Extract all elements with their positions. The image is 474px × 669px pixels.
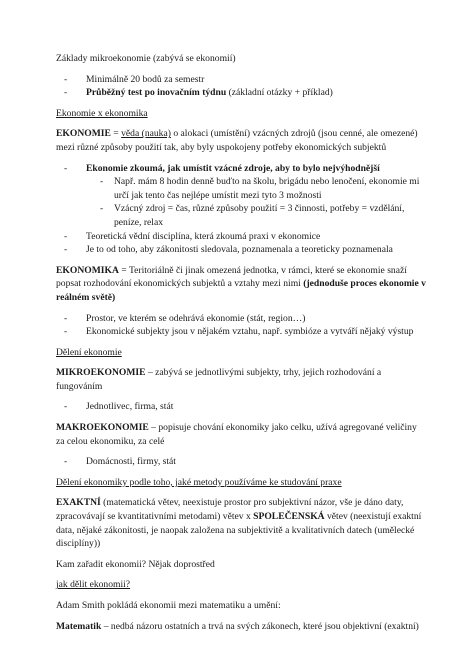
text: – popisuje chování ekonomiky jako celku, užívá agregované veličiny za celou ekonomiku, za celé bbox=[56, 422, 417, 447]
text: – nedbá názoru ostatních a trvá na svých zákonech, které jsou objektivní (exaktní) bbox=[101, 620, 419, 632]
list-item: - Prostor, ve kterém se odehrává ekonomie (stát, region…) bbox=[64, 312, 306, 324]
section-heading: jak dělit ekonomii? bbox=[56, 579, 131, 591]
term: Matematik bbox=[56, 620, 102, 632]
paragraph-question: Kam zařadit ekonomii? Nějak doprostřed bbox=[56, 558, 215, 570]
paragraph-exaktni bbox=[56, 496, 426, 550]
text: o alokaci (umístění) vzácných zdrojů (jsou cenné, ale omezené) mezi různé způsoby použití tak, aby byly uspokojeny potřeby ekonomických subjektů bbox=[56, 128, 418, 153]
list-item-bold: Ekonomie zkoumá, jak umístit vzácné zdroje, aby to bylo nejvýhodnější bbox=[86, 162, 380, 174]
list-item: - Jednotlivec, firma, stát bbox=[64, 401, 174, 413]
paragraph-smith: Adam Smith pokládá ekonomii mezi matematiku a umění: bbox=[56, 600, 281, 611]
list-item: - Teoretická vědní disciplína, která zkoumá praxi v ekonomice bbox=[64, 230, 321, 242]
list-item-text: Minimálně 20 bodů za semestr bbox=[86, 73, 205, 85]
paragraph-ekonomie bbox=[56, 127, 426, 154]
list-item: - Minimálně 20 bodů za semestr bbox=[64, 73, 205, 85]
term: SPOLEČENSKÁ bbox=[253, 511, 325, 523]
term: EKONOMIKA bbox=[56, 264, 119, 276]
list-item-text: Ekonomické subjekty jsou v nějakém vztahu, např. symbióze a vytváří nějaký výstup bbox=[86, 326, 414, 338]
list-item: - Průběžný test po inovačním týdnu (základní otázky + příklad) bbox=[64, 87, 333, 99]
list-item-text: (základní otázky + příklad) bbox=[226, 87, 333, 99]
sub-list-item: - Např. mám 8 hodin denně buďto na školu, brigádu nebo lenočení, ekonomie mi určí jak tento čas nejlépe umístit mezi tyto 3 možnosti bbox=[100, 176, 420, 201]
term: MAKROEKONOMIE bbox=[56, 422, 149, 434]
sub-list-item-text: Vzácný zdroj = čas, různé způsoby použití = 3 činnosti, potřeby = vzdělání, peníze, relax bbox=[114, 203, 405, 228]
bold-text: (jednoduše proces ekonomie v reálném světě) bbox=[56, 278, 426, 303]
text: větev (neexistují exaktní data, nějaké zákonitosti, je naopak založena na subjektivitě a kvalitativních datech (umělecké disciplíny)) bbox=[56, 511, 422, 550]
document-title: Základy mikroekonomie (zabývá se ekonomií) bbox=[56, 53, 236, 64]
text: – zabývá se jednotlivými subjekty, trhy, jejich rozhodování a fungováním bbox=[56, 367, 382, 392]
term: EXAKTNÍ bbox=[56, 497, 101, 509]
list-item-text: Teoretická vědní disciplína, která zkoumá praxi v ekonomice bbox=[86, 230, 321, 242]
paragraph-matematik bbox=[56, 620, 426, 634]
section-heading: Dělení ekonomie bbox=[56, 346, 122, 358]
list-item-bold: Průběžný test po inovačním týdnu bbox=[86, 87, 227, 99]
text: = Teritoriálně či jinak omezená jednotka, v rámci, které se ekonomie snaží popsat rozhodování ekonomických subjektů a vztahy mezi nimi bbox=[56, 264, 407, 290]
list-item: - Je to od toho, aby zákonitosti sledovala, poznamenala a teoreticky poznamenala bbox=[64, 244, 393, 256]
sub-list-item: - Vzácný zdroj = čas, různé způsoby použití = 3 činnosti, potřeby = vzdělání, peníze, relax bbox=[100, 203, 405, 228]
list-item-text: Prostor, ve kterém se odehrává ekonomie (stát, region…) bbox=[86, 312, 306, 324]
paragraph-ekonomika bbox=[56, 264, 426, 305]
list-item: - Domácnosti, firmy, stát bbox=[64, 456, 176, 468]
term: MIKROEKONOMIE bbox=[56, 367, 146, 379]
list-item: - Ekonomické subjekty jsou v nějakém vztahu, např. symbióze a vytváří nějaký výstup bbox=[64, 326, 414, 338]
paragraph-mikro bbox=[56, 366, 426, 393]
list-item-text: Domácnosti, firmy, stát bbox=[86, 456, 176, 468]
text: = bbox=[110, 128, 122, 140]
term: EKONOMIE bbox=[56, 128, 111, 140]
section-heading: Ekonomie x ekonomika bbox=[56, 107, 148, 119]
sub-list-item-text: Např. mám 8 hodin denně buďto na školu, brigádu nebo lenočení, ekonomie mi určí jak tento čas nejlépe umístit mezi tyto 3 možnosti bbox=[114, 176, 420, 201]
paragraph-makro bbox=[56, 421, 426, 448]
section-heading: Dělení ekonomiky podle toho, jaké metody používáme ke studování praxe bbox=[56, 476, 342, 488]
document-body bbox=[56, 52, 426, 633]
list-item-text: Jednotlivec, firma, stát bbox=[86, 401, 174, 413]
list-item-text: Je to od toho, aby zákonitosti sledovala, poznamenala a teoreticky poznamenala bbox=[86, 244, 393, 256]
list-item: - Ekonomie zkoumá, jak umístit vzácné zdroje, aby to bylo nejvýhodnější bbox=[64, 162, 380, 174]
text: (matematická větev, neexistuje prostor pro subjektivní názor, vše je dáno daty, zpracovávají se kvantitativními metodami) větev x bbox=[56, 497, 404, 523]
underlined-text: věda (nauka) bbox=[121, 128, 171, 140]
